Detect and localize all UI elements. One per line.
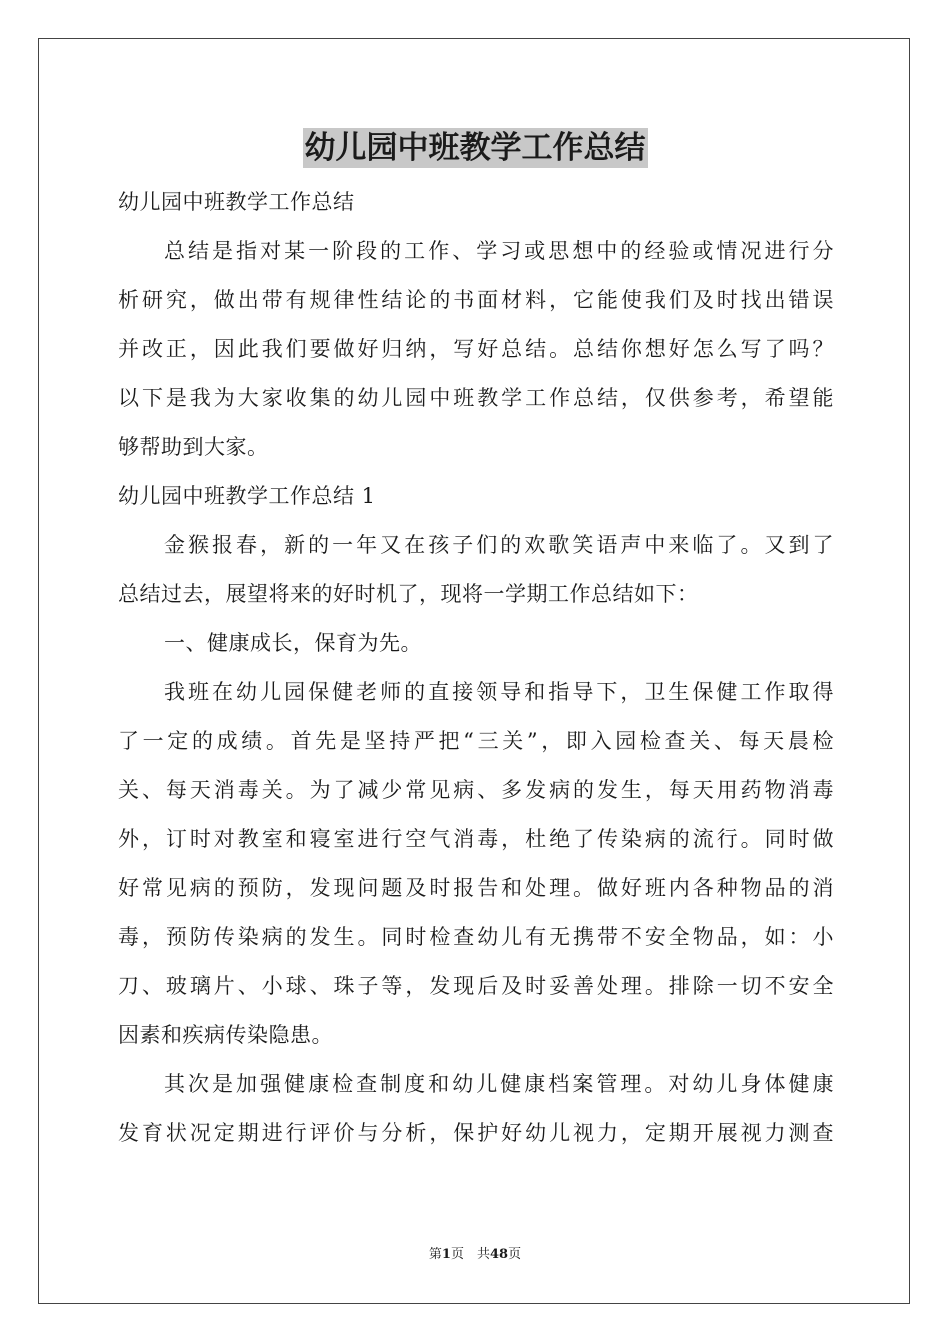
- text-line: 一、健康成长，保育为先。: [164, 631, 422, 655]
- text-line: 发育状况定期进行评价与分析，保护好幼儿视力，定期开展视力测查: [118, 1121, 834, 1145]
- page-footer: [0, 1246, 950, 1264]
- text-line: 幼儿园中班教学工作总结: [118, 190, 355, 214]
- text-line: 总结是指对某一阶段的工作、学习或思想中的经验或情况进行分: [164, 239, 834, 263]
- text-line: 因素和疾病传染隐患。: [118, 1023, 333, 1047]
- text-line: 我班在幼儿园保健老师的直接领导和指导下，卫生保健工作取得: [164, 680, 834, 704]
- title-container: [0, 128, 950, 168]
- text-line: 幼儿园中班教学工作总结 1: [118, 484, 376, 508]
- current-page-number: 1: [441, 1247, 451, 1262]
- text-line: 好常见病的预防，发现问题及时报告和处理。做好班内各种物品的消: [118, 876, 834, 900]
- text-line: 外，订时对教室和寝室进行空气消毒，杜绝了传染病的流行。同时做: [118, 827, 834, 851]
- document-body: [118, 178, 834, 1158]
- footer-middle: 页 共: [450, 1247, 490, 1262]
- text-line: 够帮助到大家。: [118, 435, 269, 459]
- text-line: 关、每天消毒关。为了减少常见病、多发病的发生，每天用药物消毒: [118, 778, 834, 802]
- text-line: 总结过去，展望将来的好时机了，现将一学期工作总结如下：: [118, 582, 699, 606]
- text-line: 以下是我为大家收集的幼儿园中班教学工作总结，仅供参考，希望能: [118, 386, 834, 410]
- text-line: 刀、玻璃片、小球、珠子等，发现后及时妥善处理。排除一切不安全: [118, 974, 834, 998]
- text-line: 了一定的成绩。首先是坚持严把“三关”，即入园检查关、每天晨检: [118, 729, 834, 753]
- text-line: 金猴报春，新的一年又在孩子们的欢歌笑语声中来临了。又到了: [164, 533, 834, 557]
- text-line: 并改正，因此我们要做好归纳，写好总结。总结你想好怎么写了吗？: [118, 337, 834, 361]
- footer-prefix: 第: [428, 1247, 442, 1262]
- text-line: 析研究，做出带有规律性结论的书面材料，它能使我们及时找出错误: [118, 288, 834, 312]
- text-line: 其次是加强健康检查制度和幼儿健康档案管理。对幼儿身体健康: [164, 1072, 834, 1096]
- footer-suffix: 页: [508, 1247, 522, 1262]
- document-title: 幼儿园中班教学工作总结: [304, 130, 646, 166]
- text-line: 毒，预防传染病的发生。同时检查幼儿有无携带不安全物品，如：小: [118, 925, 834, 949]
- total-page-count: 48: [489, 1247, 509, 1262]
